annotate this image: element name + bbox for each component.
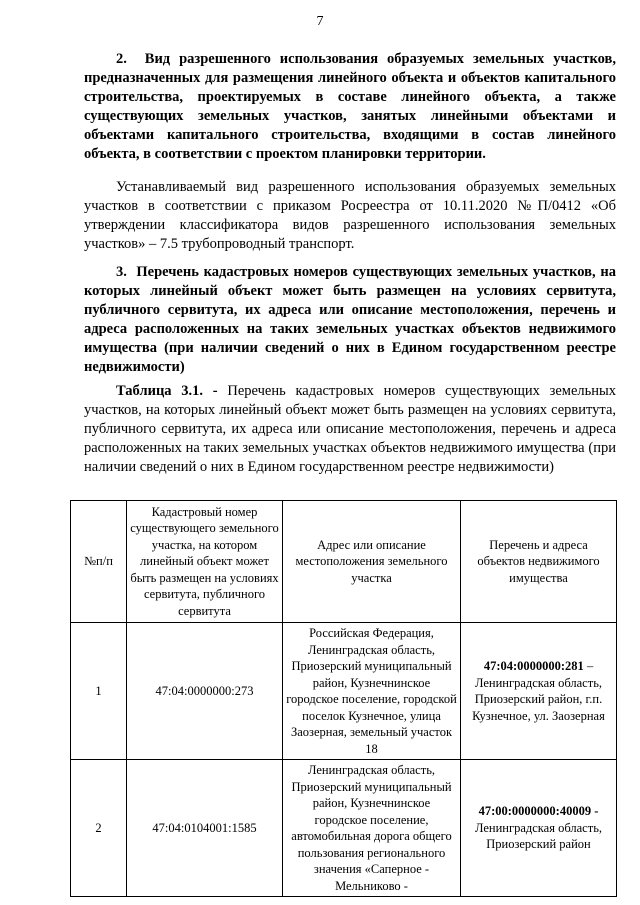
header-address: Адрес или описание местоположения земельного участка: [283, 501, 461, 623]
object-address: – Ленинградская область, Приозерский район, г.п. Кузнечное, ул. Заозерная: [472, 659, 605, 723]
object-cadastral-id: 47:04:0000000:281: [483, 659, 584, 673]
object-cadastral-id: 47:00:0000000:40009 -: [478, 804, 599, 819]
page-number: 7: [316, 14, 324, 29]
table-caption-text: Перечень кадастровых номеров существующих земельных участков, на которых линейный объект может быть размещен на условиях сервитута, публичного сервитута, их адреса или описание местоположения, перечень и адреса расположенных на таких земельных участках объектов недвижимого имущества (при наличии сведений о них в Едином государственном реестре недвижимости): [84, 383, 617, 475]
table-caption-label: Таблица 3.1. -: [116, 383, 218, 399]
usage-paragraph: Устанавливаемый вид разрешенного использования образуемых земельных участков в соответствии с приказом Росреестра от 10.11.2020 №П/0412 «Об утверждении классификатора видов разрешенного использования земельных участков» – 7.5 трубопроводный транспорт.: [84, 179, 616, 252]
object-address: Ленинградская область, Приозерский район: [474, 820, 603, 852]
cell-address: Ленинградская область, Приозерский муниципальный район, Кузнечнинское городское поселение, автомобильная дорога общего пользования регионального значения «Саперное - Мельниково -: [283, 760, 461, 897]
table-row: [71, 760, 617, 897]
cell-cadastral-number: 47:04:0000000:273: [127, 623, 283, 760]
cell-number: 2: [71, 760, 127, 897]
cell-objects: [461, 760, 617, 897]
section-3-heading: 3. Перечень кадастровых номеров существующих земельных участков, на которых линейный объект может быть размещен на условиях сервитута, публичного сервитута, их адреса или описание местоположения, перечень и адреса расположенных на таких земельных участках объектов недвижимого имущества (при наличии сведений о них в Едином государственном реестре недвижимости): [84, 264, 616, 375]
header-cadastral-number: Кадастровый номер существующего земельного участка, на котором линейный объект может быть размещен на условиях сервитута, публичного сервитута: [127, 501, 283, 623]
table-row: [71, 623, 617, 760]
cadastral-table: [70, 500, 617, 897]
table-caption: [84, 382, 616, 477]
table-header-row: [71, 501, 617, 623]
cell-objects: [461, 623, 617, 760]
header-objects: Перечень и адреса объектов недвижимого имущества: [461, 501, 617, 623]
header-number: №п/п: [71, 501, 127, 623]
cell-address: Российская Федерация, Ленинградская область, Приозерский муниципальный район, Кузнечнинское городское поселение, городской поселок Кузнечное, улица Заозерная, земельный участок 18: [283, 623, 461, 760]
cell-number: 1: [71, 623, 127, 760]
cell-cadastral-number: 47:04:0104001:1585: [127, 760, 283, 897]
section-2-heading: 2. Вид разрешенного использования образуемых земельных участков, предназначенных для размещения линейного объекта и объектов капитального строительства, проектируемых в составе линейного объекта, а также существующих земельных участков, занятых линейными объектами и объектами капитального строительства, входящими в состав линейного объекта, в соответствии с проектом планировки территории.: [84, 51, 616, 162]
